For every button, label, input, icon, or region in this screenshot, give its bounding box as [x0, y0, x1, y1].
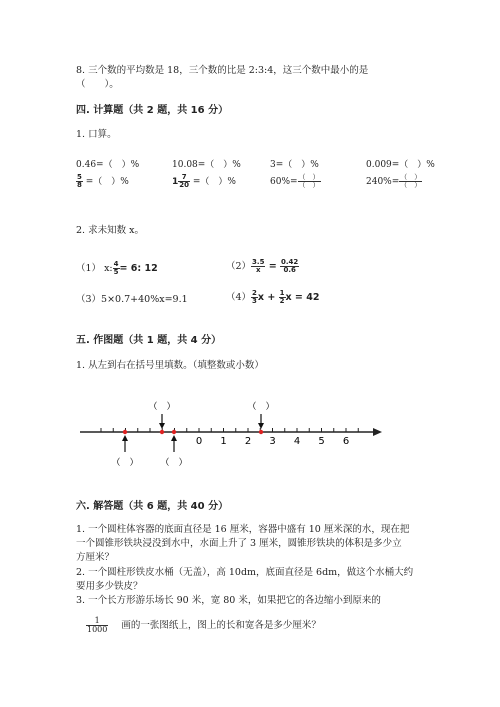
oral-calc-item: 0.009=（ ）%	[366, 160, 435, 170]
oral-calc-percent-to-fraction: 60%= $\frac{( )}{( )}$	[270, 173, 320, 189]
blank-below: （ ）	[111, 458, 139, 468]
q6-1-line3: 方厘米？	[76, 552, 115, 563]
blank-above: （ ）	[247, 402, 275, 412]
tick-label: 4	[293, 436, 301, 447]
down-arrow-icon	[258, 414, 264, 429]
red-point	[172, 430, 176, 434]
equation-3: （3）5×0.7+40%x=9.1	[76, 294, 188, 305]
oral-calc-item: 0.46=（ ）%	[76, 160, 140, 170]
tick-label: 6	[342, 436, 350, 447]
up-arrow-icon	[122, 435, 128, 452]
equation-4: （4） $\frac{2}{3}$ x + $\frac{1}{2}$ x = 42	[226, 289, 320, 305]
section-6-title: 六. 解答题（共 6 题，共 40 分）	[76, 501, 229, 512]
oral-calc-fraction-5-8: $\frac{5}{8}$ =（ ）%	[77, 173, 129, 189]
up-arrow-icon	[171, 435, 177, 452]
tick-label: 5	[318, 436, 325, 447]
oral-calc-item: 10.08=（ ）%	[172, 160, 241, 170]
red-point	[123, 430, 127, 434]
tick-label: 0	[195, 436, 203, 447]
question-8-line1: 8. 三个数的平均数是 18，三个数的比是 2:3:4，这三个数中最小的是	[76, 65, 369, 76]
equation-2: （2） $\frac{3.5}{x}$ = $\frac{0.42}{0.6}$	[226, 258, 299, 274]
red-point	[160, 430, 164, 434]
q6-3-line2: $\frac{1}{1000}$ 画的一张图纸上，图上的长和宽各是多少厘米？	[87, 616, 321, 634]
red-point	[259, 430, 263, 434]
blank-above: （ ）	[148, 402, 176, 412]
oral-calc-percent-to-fraction: 240%= $\frac{( )}{( )}$	[366, 173, 422, 189]
q6-2-line1: 2. 一个圆柱形铁皮水桶（无盖），高 10dm，底面直径是 6dm，做这个水桶大约	[76, 567, 414, 578]
section-4-title: 四. 计算题（共 2 题，共 16 分）	[76, 105, 229, 116]
number-line	[70, 392, 390, 472]
tick-label: 2	[244, 436, 252, 447]
number-line-arrow	[373, 428, 382, 436]
q6-1-line2: 一个圆锥形铁块浸没到水中，水面上升了 3 厘米，圆锥形铁块的体积是多少立	[76, 538, 402, 549]
q4-1-title: 1. 口算。	[76, 129, 117, 140]
question-8-line2: （ ）。	[76, 79, 119, 90]
tick-label: 1	[220, 436, 227, 447]
oral-calc-mixed-number: 1 $\frac{7}{20}$ =（ ）%	[172, 173, 236, 189]
down-arrow-icon	[159, 414, 165, 429]
blank-below: （ ）	[160, 458, 188, 468]
q6-3-line1: 3. 一个长方形游乐场长 90 米，宽 80 米，如果把它的各边缩小到原来的	[76, 595, 381, 606]
oral-calc-item: 3=（ ）%	[270, 160, 319, 170]
equation-1: （1） x: $\frac{4}{5}$ = 6: 12	[76, 260, 158, 276]
tick-label: 3	[269, 436, 276, 447]
q5-1-title: 1. 从左到右在括号里填数。（填整数或小数）	[76, 360, 264, 371]
q6-1-line1: 1. 一个圆柱体容器的底面直径是 16 厘米，容器中盛有 10 厘米深的水，现在把	[76, 524, 410, 535]
q4-2-title: 2. 求未知数 x。	[76, 225, 144, 236]
section-5-title: 五. 作图题（共 1 题，共 4 分）	[76, 335, 222, 346]
q6-2-line2: 要用多少铁皮？	[76, 581, 143, 592]
